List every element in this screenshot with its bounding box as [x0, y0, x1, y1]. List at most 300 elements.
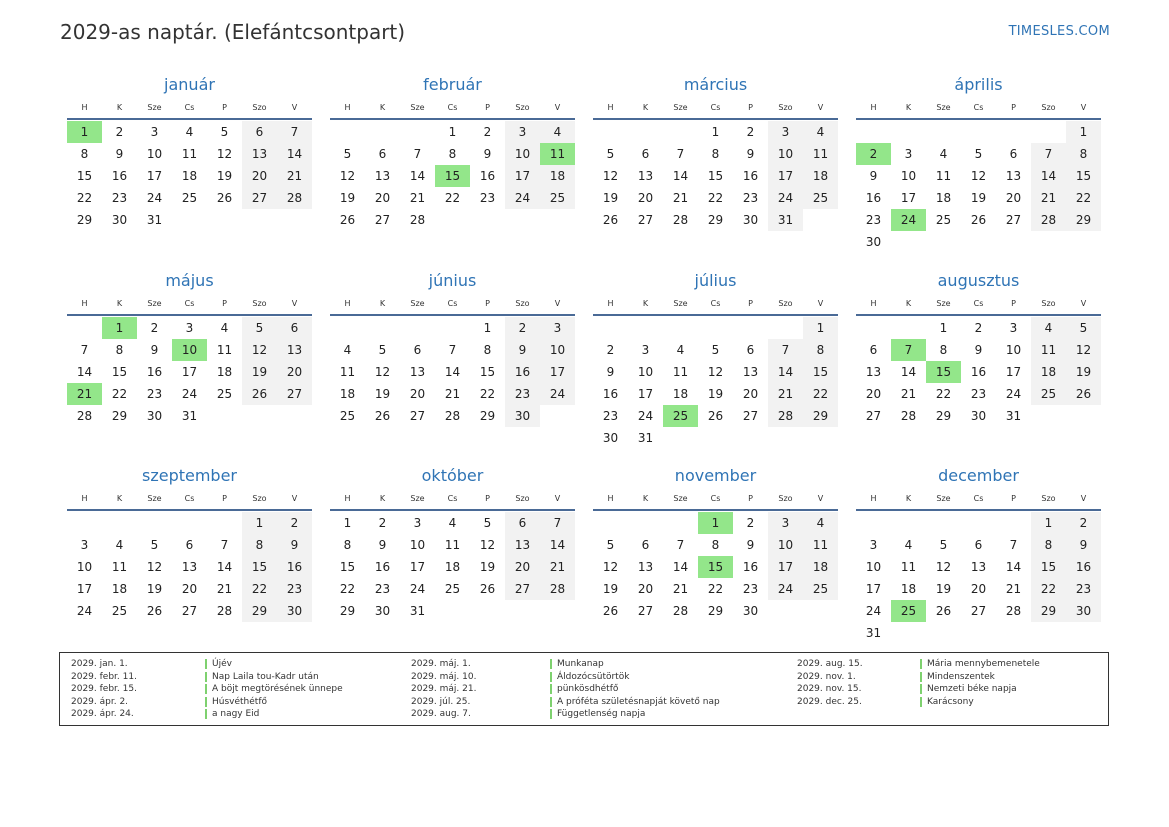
month-8	[67, 465, 312, 622]
day-cell: 26	[707, 409, 724, 423]
day-cell: 11	[181, 147, 198, 161]
day-grid	[67, 121, 312, 231]
day-cell: 1	[242, 512, 277, 534]
day-cell: 26	[1066, 383, 1101, 405]
weekday-label: H	[607, 298, 614, 308]
weekday-label: H	[607, 493, 614, 503]
day-cell-holiday: 15	[926, 361, 961, 383]
holiday-date: 2029. febr. 15.	[71, 684, 137, 694]
day-cell: 29	[339, 604, 356, 618]
day-cell-empty	[172, 512, 207, 534]
day-cell: 23	[865, 213, 882, 227]
day-cell: 30	[742, 604, 759, 618]
weekday-label: P	[222, 493, 227, 503]
day-cell: 12	[479, 538, 496, 552]
weekday-label: H	[81, 493, 88, 503]
day-cell: 7	[413, 147, 422, 161]
day-cell: 17	[768, 556, 803, 578]
weekday-label: Cs	[447, 102, 458, 112]
day-cell: 29	[1066, 209, 1101, 231]
day-cell: 30	[1066, 600, 1101, 622]
weekday-label: Sze	[936, 298, 951, 308]
day-cell-empty	[1031, 121, 1066, 143]
holiday-row	[411, 683, 711, 696]
day-cell: 15	[803, 361, 838, 383]
day-cell: 27	[865, 409, 882, 423]
day-cell-empty	[67, 512, 102, 534]
day-cell: 28	[444, 409, 461, 423]
day-cell: 9	[277, 534, 312, 556]
day-grid	[593, 512, 838, 622]
day-cell: 1	[1066, 121, 1101, 143]
day-cell: 23	[505, 383, 540, 405]
day-cell: 29	[803, 405, 838, 427]
day-cell: 12	[970, 169, 987, 183]
day-cell: 9	[974, 343, 983, 357]
weekday-label: Sze	[673, 102, 688, 112]
day-cell: 22	[111, 387, 128, 401]
weekday-label: Szo	[252, 298, 267, 308]
day-cell: 14	[277, 143, 312, 165]
day-cell: 29	[242, 600, 277, 622]
day-cell-holiday: 25	[663, 405, 698, 427]
weekday-label: H	[344, 298, 351, 308]
day-cell: 26	[602, 213, 619, 227]
weekday-label: P	[748, 102, 753, 112]
day-cell: 19	[479, 560, 496, 574]
day-cell-empty	[628, 512, 663, 534]
month-0	[67, 74, 312, 231]
day-cell: 26	[602, 604, 619, 618]
day-cell-holiday: 25	[891, 600, 926, 622]
day-cell-empty	[926, 121, 961, 143]
month-5	[330, 270, 575, 427]
holiday-row	[797, 696, 1097, 709]
day-cell: 6	[185, 538, 194, 552]
day-cell: 22	[707, 191, 724, 205]
day-cell: 4	[676, 343, 685, 357]
day-cell: 20	[970, 582, 987, 596]
holiday-column	[71, 658, 371, 721]
day-cell: 8	[80, 147, 89, 161]
day-cell: 31	[181, 409, 198, 423]
day-cell: 13	[277, 339, 312, 361]
day-cell: 13	[865, 365, 882, 379]
day-cell: 15	[1031, 556, 1066, 578]
day-cell: 27	[242, 187, 277, 209]
day-cell: 17	[505, 165, 540, 187]
weekday-label: V	[1080, 493, 1087, 503]
day-cell: 20	[277, 361, 312, 383]
day-cell: 7	[1031, 143, 1066, 165]
day-cell: 9	[115, 147, 124, 161]
day-cell: 13	[409, 365, 426, 379]
day-cell: 8	[1066, 143, 1101, 165]
day-cell: 21	[1031, 187, 1066, 209]
month-2	[593, 74, 838, 231]
day-cell: 25	[181, 191, 198, 205]
day-cell-empty	[593, 121, 628, 143]
day-cell: 23	[146, 387, 163, 401]
weekday-label: K	[642, 493, 649, 503]
brand-link[interactable]: TIMESLES.COM	[1008, 24, 1110, 39]
day-cell: 25	[216, 387, 233, 401]
day-cell: 3	[413, 516, 422, 530]
day-cell: 16	[479, 169, 496, 183]
day-cell: 11	[111, 560, 128, 574]
day-cell-empty	[996, 121, 1031, 143]
weekday-header	[67, 96, 312, 120]
day-cell: 13	[637, 169, 654, 183]
holiday-date: 2029. nov. 15.	[797, 684, 862, 694]
day-cell: 9	[746, 147, 755, 161]
day-cell-empty	[891, 512, 926, 534]
day-cell: 24	[768, 187, 803, 209]
weekday-label: P	[748, 298, 753, 308]
day-cell: 8	[115, 343, 124, 357]
month-name: december	[938, 466, 1019, 485]
day-cell: 29	[76, 213, 93, 227]
day-cell: 4	[115, 538, 124, 552]
day-cell: 8	[242, 534, 277, 556]
day-cell-empty	[856, 317, 891, 339]
holiday-date: 2029. febr. 11.	[71, 671, 137, 682]
day-cell: 23	[742, 191, 759, 205]
day-cell: 24	[1005, 387, 1022, 401]
weekday-label: Szo	[252, 102, 267, 112]
day-cell: 18	[672, 387, 689, 401]
day-cell: 22	[76, 191, 93, 205]
day-cell: 6	[505, 512, 540, 534]
day-cell: 21	[768, 383, 803, 405]
day-cell: 2	[606, 343, 615, 357]
weekday-label: K	[379, 298, 386, 308]
day-cell: 17	[146, 169, 163, 183]
holiday-date: 2029. dec. 25.	[797, 696, 862, 707]
day-cell: 22	[339, 582, 356, 596]
day-grid	[330, 121, 575, 231]
day-cell: 23	[1066, 578, 1101, 600]
day-cell: 8	[711, 147, 720, 161]
day-cell-empty	[733, 317, 768, 339]
day-cell-empty	[628, 317, 663, 339]
day-cell: 21	[216, 582, 233, 596]
weekday-label: K	[379, 493, 386, 503]
day-cell: 12	[707, 365, 724, 379]
day-cell-holiday: 24	[891, 209, 926, 231]
day-cell-holiday: 1	[102, 317, 137, 339]
weekday-label: Szo	[778, 298, 793, 308]
weekday-label: K	[642, 102, 649, 112]
weekday-label: Szo	[515, 298, 530, 308]
day-cell: 17	[76, 582, 93, 596]
weekday-label: V	[817, 102, 824, 112]
weekday-label: K	[642, 298, 649, 308]
day-cell: 10	[505, 143, 540, 165]
day-cell: 21	[409, 191, 426, 205]
day-cell-empty	[856, 121, 891, 143]
day-cell: 26	[242, 383, 277, 405]
day-cell-empty	[891, 121, 926, 143]
day-cell: 21	[1005, 582, 1022, 596]
day-cell: 9	[505, 339, 540, 361]
day-cell: 3	[641, 343, 650, 357]
holiday-name: A böjt megtörésének ünnepe	[205, 684, 343, 694]
day-cell: 4	[448, 516, 457, 530]
day-cell: 10	[146, 147, 163, 161]
holiday-name: Nemzeti béke napja	[920, 684, 1017, 694]
day-cell: 9	[869, 169, 878, 183]
day-cell: 21	[444, 387, 461, 401]
day-cell: 4	[540, 121, 575, 143]
holiday-name: Mária mennybemenetele	[920, 659, 1040, 669]
day-cell: 4	[185, 125, 194, 139]
day-cell: 5	[939, 538, 948, 552]
day-cell: 7	[448, 343, 457, 357]
weekday-label: H	[344, 102, 351, 112]
month-name: május	[165, 271, 214, 290]
day-cell: 18	[444, 560, 461, 574]
day-cell: 5	[606, 538, 615, 552]
day-cell: 16	[742, 169, 759, 183]
day-cell: 27	[742, 409, 759, 423]
day-cell: 5	[711, 343, 720, 357]
day-cell: 4	[803, 121, 838, 143]
day-cell: 12	[146, 560, 163, 574]
weekday-label: Sze	[147, 493, 162, 503]
day-cell: 17	[181, 365, 198, 379]
day-cell: 11	[803, 534, 838, 556]
weekday-label: Szo	[1041, 298, 1056, 308]
day-cell-holiday: 10	[172, 339, 207, 361]
day-cell: 19	[146, 582, 163, 596]
weekday-label: P	[485, 493, 490, 503]
weekday-header	[330, 96, 575, 120]
day-cell: 16	[865, 191, 882, 205]
day-cell: 19	[935, 582, 952, 596]
day-cell: 4	[220, 321, 229, 335]
holiday-name: Áldozócsütörtök	[550, 672, 629, 682]
holiday-row	[71, 671, 371, 684]
day-cell: 5	[606, 147, 615, 161]
day-cell: 6	[1009, 147, 1018, 161]
holiday-row	[71, 708, 371, 721]
day-cell: 17	[637, 387, 654, 401]
day-cell: 12	[339, 169, 356, 183]
day-cell: 8	[343, 538, 352, 552]
day-cell: 25	[339, 409, 356, 423]
day-cell: 12	[216, 147, 233, 161]
weekday-label: H	[870, 493, 877, 503]
day-cell: 24	[409, 582, 426, 596]
holiday-legend	[59, 652, 1109, 726]
holiday-name: A próféta születésnapját követő nap	[550, 697, 720, 707]
day-cell-empty	[768, 317, 803, 339]
day-cell-empty	[628, 121, 663, 143]
day-cell: 18	[216, 365, 233, 379]
weekday-header	[593, 96, 838, 120]
day-cell: 8	[803, 339, 838, 361]
day-cell: 28	[1031, 209, 1066, 231]
day-cell: 1	[939, 321, 948, 335]
day-cell-empty	[663, 317, 698, 339]
day-cell: 5	[378, 343, 387, 357]
page-title: 2029-as naptár. (Elefántcsontpart)	[60, 20, 406, 44]
day-cell: 27	[374, 213, 391, 227]
day-cell: 26	[479, 582, 496, 596]
weekday-label: Szo	[1041, 102, 1056, 112]
day-cell: 13	[374, 169, 391, 183]
weekday-label: Sze	[673, 298, 688, 308]
weekday-label: Sze	[410, 493, 425, 503]
day-cell-empty	[330, 317, 365, 339]
weekday-header	[67, 292, 312, 316]
weekday-label: Cs	[973, 493, 984, 503]
day-cell: 28	[1005, 604, 1022, 618]
day-cell: 31	[1005, 409, 1022, 423]
day-cell: 3	[1009, 321, 1018, 335]
holiday-name: Munkanap	[550, 659, 604, 669]
day-cell: 11	[672, 365, 689, 379]
day-cell-empty	[400, 121, 435, 143]
day-cell: 24	[768, 578, 803, 600]
day-cell: 18	[339, 387, 356, 401]
weekday-header	[593, 487, 838, 511]
day-cell: 7	[540, 512, 575, 534]
day-cell: 24	[76, 604, 93, 618]
day-cell: 22	[444, 191, 461, 205]
day-cell: 5	[343, 147, 352, 161]
day-cell: 8	[939, 343, 948, 357]
day-cell-empty	[663, 512, 698, 534]
day-cell: 23	[742, 582, 759, 596]
weekday-label: Szo	[778, 493, 793, 503]
day-cell: 25	[444, 582, 461, 596]
weekday-label: Cs	[973, 298, 984, 308]
day-cell: 20	[637, 191, 654, 205]
day-cell: 14	[216, 560, 233, 574]
day-cell: 25	[540, 187, 575, 209]
day-cell-empty	[102, 512, 137, 534]
weekday-label: H	[870, 298, 877, 308]
day-cell: 17	[1005, 365, 1022, 379]
weekday-header	[330, 292, 575, 316]
month-name: április	[954, 75, 1003, 94]
month-6	[593, 270, 838, 449]
day-cell: 29	[935, 409, 952, 423]
day-cell: 27	[637, 604, 654, 618]
weekday-label: Sze	[673, 493, 688, 503]
weekday-label: V	[291, 298, 298, 308]
day-cell: 7	[277, 121, 312, 143]
day-cell-holiday: 2	[856, 143, 891, 165]
day-cell: 25	[803, 187, 838, 209]
day-cell: 6	[746, 343, 755, 357]
day-cell: 16	[277, 556, 312, 578]
holiday-date: 2029. máj. 10.	[411, 671, 477, 682]
day-cell: 6	[242, 121, 277, 143]
day-cell: 1	[343, 516, 352, 530]
day-cell: 7	[676, 147, 685, 161]
day-cell: 2	[974, 321, 983, 335]
day-cell: 24	[540, 383, 575, 405]
day-cell-holiday: 21	[67, 383, 102, 405]
month-1	[330, 74, 575, 231]
weekday-label: Cs	[447, 493, 458, 503]
weekday-label: V	[1080, 298, 1087, 308]
day-cell: 27	[505, 578, 540, 600]
weekday-label: Szo	[252, 493, 267, 503]
day-cell: 21	[672, 582, 689, 596]
day-cell: 27	[637, 213, 654, 227]
day-cell: 2	[483, 125, 492, 139]
weekday-label: H	[344, 493, 351, 503]
day-grid	[856, 317, 1101, 427]
day-cell: 20	[181, 582, 198, 596]
month-9	[330, 465, 575, 622]
day-cell: 30	[277, 600, 312, 622]
day-grid	[67, 512, 312, 622]
day-cell: 9	[746, 538, 755, 552]
day-cell: 1	[803, 317, 838, 339]
day-cell: 7	[80, 343, 89, 357]
day-cell: 5	[974, 147, 983, 161]
day-cell: 18	[900, 582, 917, 596]
day-cell: 25	[111, 604, 128, 618]
weekday-label: Cs	[710, 102, 721, 112]
holiday-name: Mindenszentek	[920, 672, 995, 682]
day-cell: 3	[505, 121, 540, 143]
weekday-label: K	[116, 102, 123, 112]
day-cell: 16	[742, 560, 759, 574]
day-cell-empty	[435, 317, 470, 339]
day-cell-empty	[996, 512, 1031, 534]
holiday-name: a nagy Eid	[205, 709, 259, 719]
month-10	[593, 465, 838, 622]
holiday-date: 2029. máj. 21.	[411, 684, 477, 694]
weekday-label: Cs	[710, 298, 721, 308]
holiday-row	[411, 696, 720, 709]
day-cell: 7	[768, 339, 803, 361]
weekday-label: P	[222, 102, 227, 112]
day-cell: 25	[803, 578, 838, 600]
day-cell: 30	[742, 213, 759, 227]
day-cell-empty	[698, 317, 733, 339]
day-cell-holiday: 1	[698, 512, 733, 534]
day-cell: 20	[409, 387, 426, 401]
day-cell-empty	[891, 317, 926, 339]
day-cell: 4	[803, 512, 838, 534]
day-cell: 1	[1031, 512, 1066, 534]
day-cell: 22	[1066, 187, 1101, 209]
weekday-label: V	[1080, 102, 1087, 112]
day-cell: 11	[803, 143, 838, 165]
month-7	[856, 270, 1101, 427]
holiday-row	[411, 708, 711, 721]
day-cell: 13	[1005, 169, 1022, 183]
weekday-label: H	[870, 102, 877, 112]
holiday-column	[411, 658, 720, 721]
day-cell: 9	[483, 147, 492, 161]
holiday-name: Karácsony	[920, 697, 974, 707]
day-grid	[856, 121, 1101, 253]
weekday-label: H	[607, 102, 614, 112]
day-cell: 7	[1009, 538, 1018, 552]
holiday-date: 2029. júl. 25.	[411, 696, 471, 707]
day-cell: 19	[707, 387, 724, 401]
day-cell: 6	[869, 343, 878, 357]
day-cell: 10	[76, 560, 93, 574]
